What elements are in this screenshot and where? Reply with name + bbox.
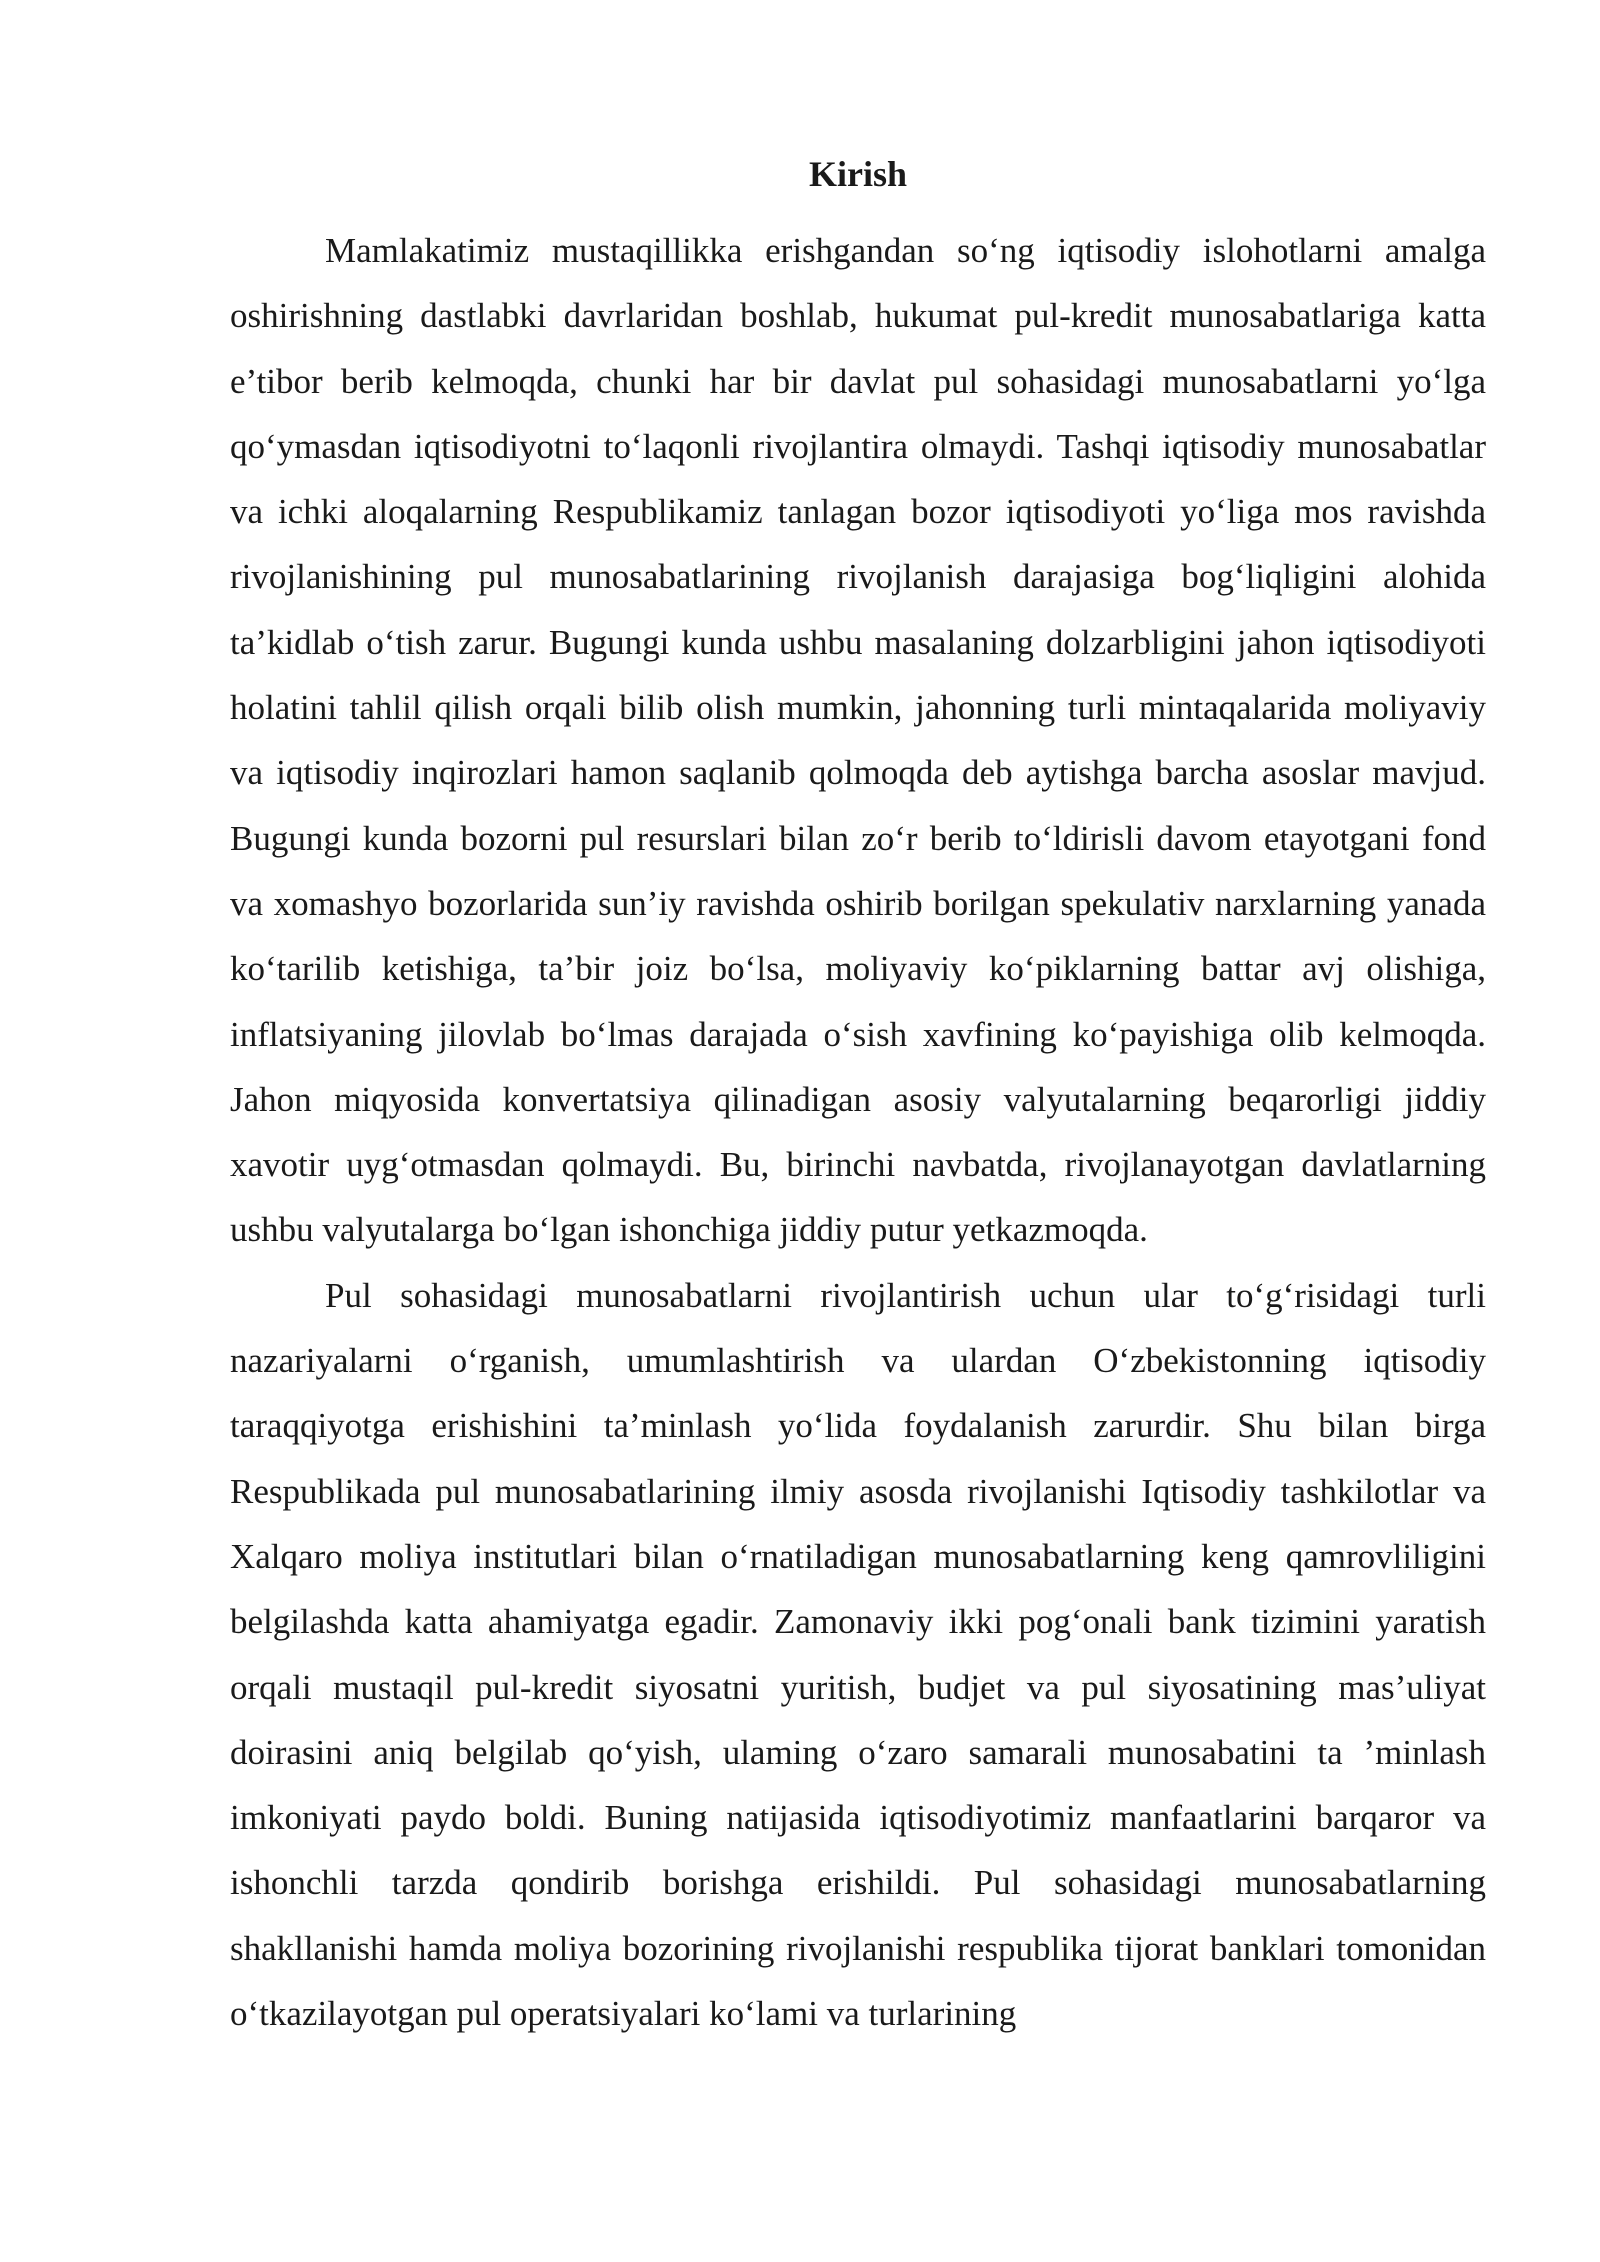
page-title: Kirish [808, 154, 907, 194]
document-page [230, 150, 1486, 2046]
paragraph-2: Pul sohasidagi munosabatlarni rivojlantirish uchun ular to‘g‘risidagi turli nazariyalarni o‘rganish, umumlashtirish va ulardan O‘zbekistonning iqtisodiy taraqqiyotga erishishini ta’minlash yo‘lida foydalanish zarurdir. Shu bilan birga Respublikada pul munosabatlarining ilmiy asosda rivojlanishi Iqtisodiy tashkilotlar va Xalqaro moliya institutlari bilan o‘rnatiladigan munosabatlarning keng qamrovliligini belgilashda katta ahamiyatga egadir. Zamonaviy ikki pog‘onali bank tizimini yaratish orqali mustaqil pul-kredit siyosatni yuritish, budjet va pul siyosatining mas’uliyat doirasini aniq belgilab qo‘yish, ulaming o‘zaro samarali munosabatini ta ’minlash imkoniyati paydo boldi. Buning natijasida iqtisodiyotimiz manfaatlarini barqaror va ishonchli tarzda qondirib borishga erishildi. Pul sohasidagi munosabatlarning shakllanishi hamda moliya bozorining rivojlanishi respublika tijorat banklari tomonidan o‘tkazilayotgan pul operatsiyalari ko‘lami va turlarining [230, 1275, 1486, 2034]
paragraph-1: Mamlakatimiz mustaqillikka erishgandan so‘ng iqtisodiy islohotlarni amalga oshirishning dastlabki davrlaridan boshlab, hukumat pul-kredit munosabatlariga katta e’tibor berib kelmoqda, chunki har bir davlat pul sohasidagi munosabatlarni yo‘lga qo‘ymasdan iqtisodiyotni to‘laqonli rivojlantira olmaydi. Tashqi iqtisodiy munosabatlar va ichki aloqalarning Respublikamiz tanlagan bozor iqtisodiyoti yo‘liga mos ravishda rivojlanishining pul munosabatlarining rivojlanish darajasiga bog‘liqligini alohida ta’kidlab o‘tish zarur. Bugungi kunda ushbu masalaning dolzarbligini jahon iqtisodiyoti holatini tahlil qilish orqali bilib olish mumkin, jahonning turli mintaqalarida moliyaviy va iqtisodiy inqirozlari hamon saqlanib qolmoqda deb aytishga barcha asoslar mavjud. Bugungi kunda bozorni pul resurslari bilan zo‘r berib to‘ldirisli davom etayotgani fond va xomashyo bozorlarida sun’iy ravishda oshirib borilgan spekulativ narxlarning yanada ko‘tarilib ketishiga, ta’bir joiz bo‘lsa, moliyaviy ko‘piklarning battar avj olishiga, inflatsiyaning jilovlab bo‘lmas darajada o‘sish xavfining ko‘payishiga olib kelmoqda. Jahon miqyosida konvertatsiya qilinadigan asosiy valyutalarning beqarorligi jiddiy xavotir uyg‘otmasdan qolmaydi. Bu, birinchi navbatda, rivojlanayotgan davlatlarning ushbu valyutalarga bo‘lgan ishonchiga jiddiy putur yetkazmoqda. [230, 231, 1486, 1250]
